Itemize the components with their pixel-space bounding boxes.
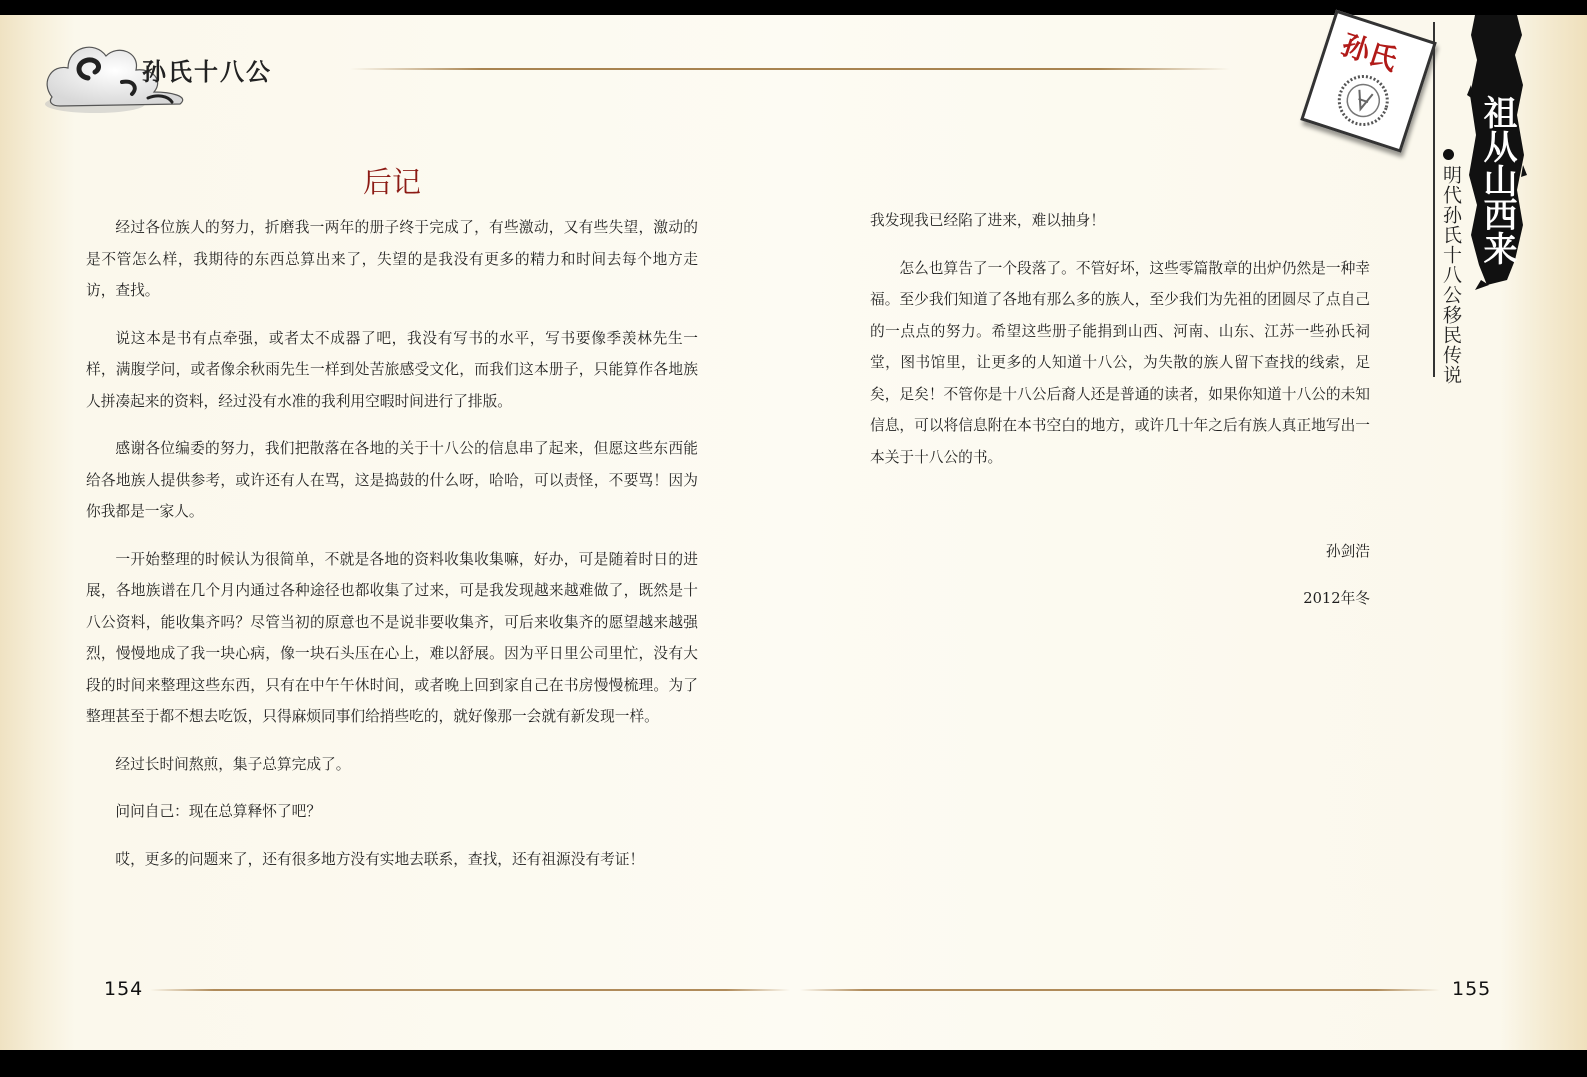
paragraph: 哎，更多的问题来了，还有很多地方没有实地去联系，查找，还有祖源没有考证！ xyxy=(115,850,645,868)
paragraph: 经过各位族人的努力，折磨我一两年的册子终于完成了，有些激动，又有些失望，激动的是不管怎么样，我期待的东西总算出来了，失望的是我没有更多的精力和时间去每个地方走访，查找。 xyxy=(86,219,698,299)
header-title: 孙氏十八公 xyxy=(142,58,272,86)
footer-rule-right xyxy=(800,989,1440,991)
signature-date: 2012年冬 xyxy=(1303,590,1370,607)
header-rule xyxy=(350,68,1230,70)
banner-text: 祖从山西来 xyxy=(1477,95,1517,265)
paragraph: 经过长时间熬煎，集子总算完成了。 xyxy=(115,755,351,773)
paragraph: 问问自己：现在总算释怀了吧？ xyxy=(115,803,322,820)
stamp-text: 孙氏 xyxy=(1337,28,1402,77)
footer-rule-left xyxy=(150,989,790,991)
right-column xyxy=(870,205,1370,489)
page-heading: 后记 xyxy=(362,165,421,199)
signature-name: 孙剑浩 xyxy=(1325,543,1370,560)
paragraph: 感谢各位编委的努力，我们把散落在各地的关于十八公的信息串了起来，但愿这些东西能给各地族人提供参考，或许还有人在骂，这是捣鼓的什么呀，哈哈，可以责怪，不要骂！因为你我都是一家人。 xyxy=(86,440,698,520)
side-vertical-rule xyxy=(1433,22,1435,377)
page-number-right: 155 xyxy=(1452,978,1492,1000)
side-vertical-title: 明代孙氏十八公移民传说 xyxy=(1440,165,1462,385)
top-black-bar xyxy=(0,0,1587,15)
bullet-dot-icon xyxy=(1443,149,1454,160)
bottom-black-bar xyxy=(0,1050,1587,1077)
paragraph: 怎么也算告了一个段落了。不管好坏，这些零篇散章的出炉仍然是一种幸福。至少我们知道了各地有那么多的族人，至少我们为先祖的团圆尽了点自己的一点点的努力。希望这些册子能捐到山西、河南、山东、江苏一些孙氏祠堂，图书馆里，让更多的人知道十八公，为失散的族人留下查找的线索，足矣，足矣！不管你是十八公后裔人还是普通的读者，如果你知道十八公的未知信息，可以将信息附在本书空白的地方，或许几十年之后有族人真正地写出一本关于十八公的书。 xyxy=(870,259,1370,466)
paragraph: 说这本是书有点牵强，或者太不成器了吧，我没有写书的水平，写书要像季羡林先生一样，满腹学问，或者像余秋雨先生一样到处苦旅感受文化，而我们这本册子，只能算作各地族人拼凑起来的资料，经过没有水准的我利用空暇时间进行了排版。 xyxy=(86,329,698,410)
paragraph: 一开始整理的时候认为很简单，不就是各地的资料收集收集嘛，好办，可是随着时日的进展，各地族谱在几个月内通过各种途径也都收集了过来，可是我发现越来越难做了，既然是十八公资料，能收集齐吗？尽管当初的原意也不是说非要收集齐，可后来收集齐的愿望越来越强烈，慢慢地成了我一块心病，像一块石头压在心上，难以舒展。因为平日里公司里忙，没有大段的时间来整理这些东西，只有在中午午休时间，或者晚上回到家自己在书房慢慢梳理。为了整理甚至于都不想去吃饭，只得麻烦同事们给捎些吃的，就好像那一会就有新发现一样。 xyxy=(86,550,698,725)
left-column xyxy=(86,212,698,891)
page-number-left: 154 xyxy=(104,978,144,1000)
continuation-line: 我发现我已经陷了进来，难以抽身！ xyxy=(870,212,1106,229)
